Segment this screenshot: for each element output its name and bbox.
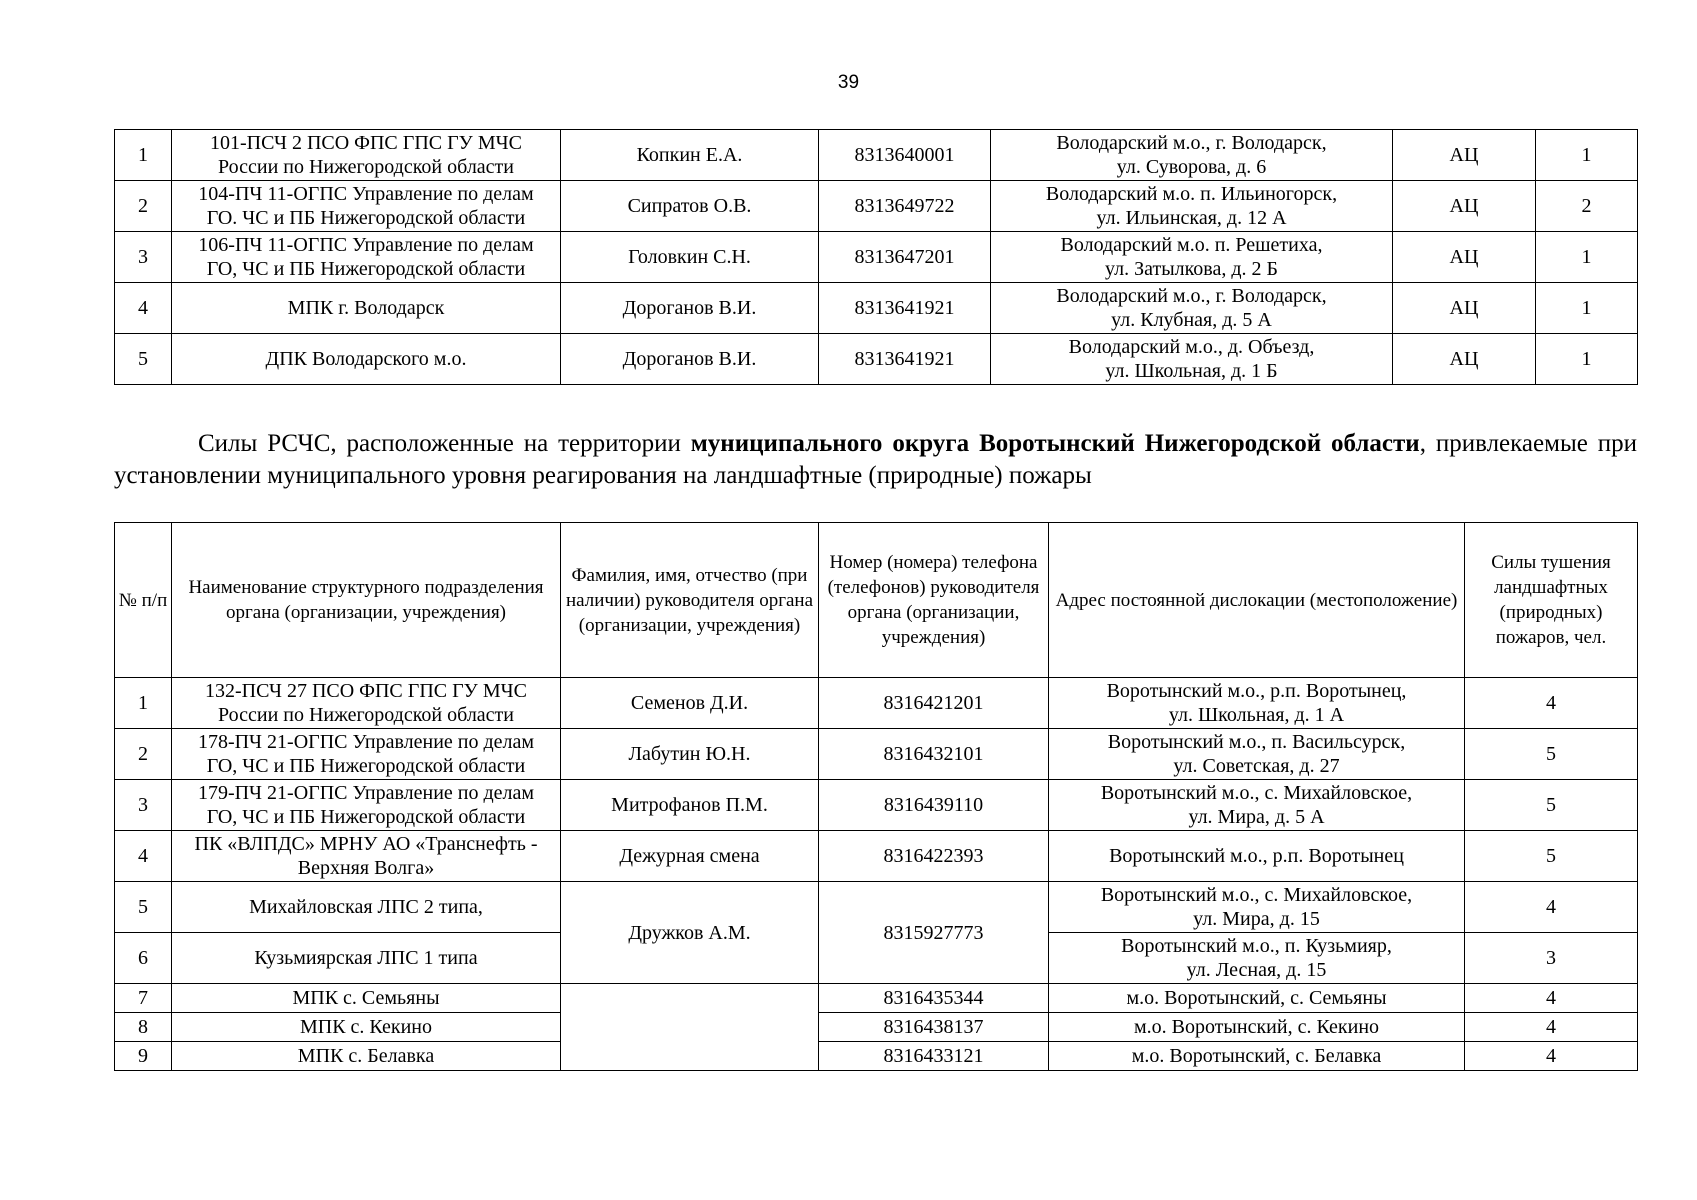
vehicle-type (1393, 232, 1536, 283)
address-line1: Володарский м.о., г. Володарск, (1056, 132, 1327, 154)
address-line1: м.о. Воротынский, с. Кекино (1133, 1016, 1380, 1038)
address-line2: ул. Ильинская, д. 12 А (1096, 207, 1287, 229)
intro-municipality: муниципального округа Воротынский Нижегородской области (690, 430, 1420, 457)
address-line1: Воротынский м.о., р.п. Воротынец, (1106, 680, 1407, 702)
vehicle-type (1393, 130, 1536, 181)
phone-number-line1: 8316439110 (883, 794, 984, 816)
row-number-line1: 4 (138, 297, 148, 319)
head-name-line1: Лабутин Ю.Н. (628, 743, 751, 765)
row-number-line1: 1 (138, 144, 148, 166)
org-name-line2: ГО, ЧС и ПБ Нижегородской области (206, 258, 526, 280)
head-name (561, 130, 819, 181)
vehicle-count-line1: 1 (1581, 144, 1592, 166)
phone-number (819, 882, 1049, 984)
org-name-line2: России по Нижегородской области (217, 156, 514, 178)
address (1049, 1042, 1465, 1071)
intro-text-end: , привлекаемые при установлении муниципального уровня реагирования на ландшафтные (природные) пожары (114, 430, 1637, 489)
vehicle-count (1536, 283, 1638, 334)
org-name (172, 283, 561, 334)
phone-number-line1: 8316422393 (883, 845, 984, 867)
address-line2: ул. Советская, д. 27 (1173, 755, 1340, 777)
table-row (115, 729, 1638, 780)
address-line1: Воротынский м.о., с. Михайловское, (1100, 782, 1413, 804)
org-name-line1: МПК с. Семьяны (292, 987, 440, 1009)
forces-count (1465, 1013, 1638, 1042)
row-number-line1: 3 (138, 794, 148, 816)
row-number (115, 984, 172, 1013)
phone-number-line1: 8313647201 (854, 246, 955, 268)
header-org: Наименование структурного подразделения органа (организации, учреждения) (172, 523, 561, 678)
vehicle-count-line1: 1 (1581, 297, 1592, 319)
org-name-line1: 106-ПЧ 11-ОГПС Управление по делам (198, 234, 534, 256)
head-name-line1: Сипратов О.В. (627, 195, 752, 217)
vehicle-count (1536, 181, 1638, 232)
row-number-line1: 5 (138, 896, 148, 918)
phone-number (819, 283, 991, 334)
org-name-line1: Кузьмиярская ЛПС 1 типа (254, 947, 478, 969)
address-line2: ул. Лесная, д. 15 (1186, 959, 1327, 981)
org-name-line1: МПК г. Володарск (287, 297, 445, 319)
table-row (115, 181, 1638, 232)
address (991, 130, 1393, 181)
phone-number-line1: 8316433121 (883, 1045, 984, 1067)
address (991, 283, 1393, 334)
head-name (561, 678, 819, 729)
address (1049, 882, 1465, 933)
volodarsky-forces-table (114, 129, 1638, 385)
row-number-line1: 8 (138, 1016, 148, 1038)
phone-number-line1: 8313641921 (854, 297, 955, 319)
org-name (172, 882, 561, 933)
org-name-line2: ГО, ЧС и ПБ Нижегородской области (206, 755, 526, 777)
phone-number-line1: 8316432101 (883, 743, 984, 765)
address (1049, 933, 1465, 984)
phone-number-line1: 8313649722 (854, 195, 955, 217)
org-name (172, 984, 561, 1013)
head-name-empty (561, 984, 819, 1071)
vehicle-type (1393, 334, 1536, 385)
row-number (115, 780, 172, 831)
forces-count (1465, 678, 1638, 729)
row-number (115, 933, 172, 984)
phone-number-line1: 8316421201 (883, 692, 984, 714)
row-number-line1: 2 (138, 743, 148, 765)
address-line1: Воротынский м.о., с. Михайловское, (1100, 884, 1413, 906)
vehicle-type-line1: АЦ (1449, 144, 1479, 166)
forces-count-line1: 5 (1546, 743, 1556, 765)
head-name-line1: Дружков А.М. (628, 921, 751, 944)
forces-count (1465, 882, 1638, 933)
address (1049, 729, 1465, 780)
phone-number (819, 729, 1049, 780)
address-line1: Воротынский м.о., п. Кузьмияр, (1121, 935, 1392, 957)
table-row (115, 334, 1638, 385)
org-name-line1: 178-ПЧ 21-ОГПС Управление по делам (197, 731, 535, 753)
table-row (115, 984, 1638, 1013)
head-name (561, 334, 819, 385)
row-number (115, 831, 172, 882)
address (991, 232, 1393, 283)
org-name (172, 678, 561, 729)
row-number-line1: 4 (138, 845, 148, 867)
head-name-line1: Митрофанов П.М. (611, 794, 768, 816)
row-number-line1: 6 (138, 947, 148, 969)
table-row (115, 130, 1638, 181)
vehicle-type-line1: АЦ (1449, 246, 1479, 268)
address-line1: м.о. Воротынский, с. Белавка (1131, 1045, 1382, 1067)
table-row (115, 283, 1638, 334)
address (991, 181, 1393, 232)
forces-count (1465, 933, 1638, 984)
phone-number (819, 334, 991, 385)
head-name (561, 831, 819, 882)
forces-count-line1: 5 (1546, 845, 1556, 867)
forces-count (1465, 780, 1638, 831)
address (1049, 678, 1465, 729)
head-name (561, 232, 819, 283)
table-row (115, 1042, 1638, 1071)
org-name-line2: ГО, ЧС и ПБ Нижегородской области (206, 806, 526, 828)
org-name-line1: 179-ПЧ 21-ОГПС Управление по делам (197, 782, 535, 804)
address-line1: Воротынский м.о., п. Васильсурск, (1107, 731, 1406, 753)
org-name-line1: 101-ПСЧ 2 ПСО ФПС ГПС ГУ МЧС (210, 132, 522, 154)
row-number-line1: 9 (138, 1045, 148, 1067)
row-number (115, 1042, 172, 1071)
row-number-line1: 1 (138, 692, 148, 714)
phone-number (819, 130, 991, 181)
head-name-line1: Головкин С.Н. (628, 246, 751, 268)
org-name (172, 1013, 561, 1042)
address (1049, 984, 1465, 1013)
head-name-line1: Дежурная смена (619, 845, 760, 867)
org-name (172, 130, 561, 181)
phone-number-line1: 8315927773 (883, 921, 984, 944)
forces-count (1465, 831, 1638, 882)
address-line1: Володарский м.о., д. Объезд, (1068, 336, 1315, 358)
vehicle-type-line1: АЦ (1449, 195, 1479, 217)
row-number (115, 729, 172, 780)
address-line1: Володарский м.о. п. Решетиха, (1060, 234, 1323, 256)
head-name-line1: Дороганов В.И. (622, 297, 757, 319)
vehicle-count-line1: 1 (1581, 348, 1592, 370)
org-name (172, 780, 561, 831)
row-number (115, 678, 172, 729)
head-name (561, 729, 819, 780)
phone-number (819, 678, 1049, 729)
header-forces: Силы тушения ландшафтных (природных) пожаров, чел. (1465, 523, 1638, 678)
address-line1: Воротынский м.о., р.п. Воротынец (1109, 845, 1404, 867)
phone-number (819, 831, 1049, 882)
vehicle-count (1536, 232, 1638, 283)
address-line2: ул. Затылкова, д. 2 Б (1104, 258, 1279, 280)
table-row (115, 831, 1638, 882)
org-name-line1: МПК с. Белавка (297, 1045, 435, 1067)
org-name (172, 334, 561, 385)
forces-count-line1: 4 (1546, 1016, 1556, 1038)
page-number: 39 (837, 72, 860, 93)
row-number-line1: 7 (138, 987, 148, 1009)
header-address: Адрес постоянной дислокации (местоположение) (1049, 523, 1465, 678)
org-name-line1: Михайловская ЛПС 2 типа, (249, 896, 483, 918)
org-name-line1: 104-ПЧ 11-ОГПС Управление по делам (198, 183, 534, 205)
org-name-line1: ДПК Володарского м.о. (265, 348, 467, 370)
vehicle-count-line1: 2 (1581, 195, 1592, 217)
address-line2: ул. Суворова, д. 6 (1116, 156, 1267, 178)
header-num: № п/п (115, 523, 172, 678)
head-name (561, 780, 819, 831)
address-line1: м.о. Воротынский, с. Семьяны (1126, 987, 1387, 1009)
address-line2: ул. Мира, д. 15 (1193, 908, 1320, 930)
org-name-line2: Верхняя Волга» (297, 857, 435, 879)
header-row (115, 523, 1638, 678)
address-line1: Володарский м.о. п. Ильиногорск, (1045, 183, 1338, 205)
org-name-line2: ГО. ЧС и ПБ Нижегородской области (206, 207, 526, 229)
org-name (172, 933, 561, 984)
address-line2: ул. Клубная, д. 5 А (1111, 309, 1272, 331)
vehicle-count (1536, 334, 1638, 385)
org-name (172, 181, 561, 232)
org-name (172, 232, 561, 283)
head-name (561, 181, 819, 232)
forces-count-line1: 5 (1546, 794, 1556, 816)
address (1049, 1013, 1465, 1042)
head-name-line1: Копкин Е.А. (636, 144, 743, 166)
vehicle-type (1393, 181, 1536, 232)
row-number-line1: 5 (138, 348, 148, 370)
row-number (115, 283, 172, 334)
forces-count-line1: 3 (1546, 947, 1556, 969)
head-name (561, 882, 819, 984)
table-row (115, 882, 1638, 933)
org-name (172, 831, 561, 882)
table-row (115, 780, 1638, 831)
row-number (115, 1013, 172, 1042)
row-number (115, 334, 172, 385)
table-row (115, 678, 1638, 729)
address-line1: Володарский м.о., г. Володарск, (1056, 285, 1327, 307)
header-phone: Номер (номера) телефона (телефонов) руководителя органа (организации, учреждения) (819, 523, 1049, 678)
phone-number-line1: 8316435344 (883, 987, 984, 1009)
address (991, 334, 1393, 385)
row-number (115, 181, 172, 232)
header-head: Фамилия, имя, отчество (при наличии) руководителя органа (организации, учреждения) (561, 523, 819, 678)
head-name-line1: Семенов Д.И. (630, 692, 749, 714)
forces-count-line1: 4 (1546, 1045, 1556, 1067)
phone-number (819, 984, 1049, 1013)
table-row (115, 1013, 1638, 1042)
vehicle-type (1393, 283, 1536, 334)
table-row (115, 232, 1638, 283)
forces-count-line1: 4 (1546, 896, 1556, 918)
address (1049, 831, 1465, 882)
forces-count (1465, 729, 1638, 780)
phone-number (819, 1042, 1049, 1071)
intro-text-start: Силы РСЧС, расположенные на территории (198, 430, 691, 457)
forces-count (1465, 984, 1638, 1013)
row-number-line1: 3 (138, 246, 148, 268)
address (1049, 780, 1465, 831)
org-name-line1: МПК с. Кекино (299, 1016, 433, 1038)
head-name (561, 283, 819, 334)
phone-number-line1: 8313640001 (854, 144, 955, 166)
row-number (115, 882, 172, 933)
org-name-line2: России по Нижегородской области (217, 704, 514, 726)
phone-number (819, 232, 991, 283)
forces-count-line1: 4 (1546, 692, 1556, 714)
vehicle-type-line1: АЦ (1449, 348, 1479, 370)
head-name-line1: Дороганов В.И. (622, 348, 757, 370)
org-name (172, 729, 561, 780)
phone-number (819, 1013, 1049, 1042)
forces-count-line1: 4 (1546, 987, 1556, 1009)
vehicle-type-line1: АЦ (1449, 297, 1479, 319)
phone-number-line1: 8313641921 (854, 348, 955, 370)
address-line2: ул. Школьная, д. 1 Б (1105, 360, 1278, 382)
row-number (115, 130, 172, 181)
phone-number (819, 780, 1049, 831)
address-line2: ул. Школьная, д. 1 А (1168, 704, 1345, 726)
section-intro (114, 428, 1637, 492)
vehicle-count (1536, 130, 1638, 181)
row-number-line1: 2 (138, 195, 148, 217)
vehicle-count-line1: 1 (1581, 246, 1592, 268)
org-name-line1: 132-ПСЧ 27 ПСО ФПС ГПС ГУ МЧС (205, 680, 527, 702)
vorotynsky-forces-table (114, 522, 1638, 1071)
row-number (115, 232, 172, 283)
address-line2: ул. Мира, д. 5 А (1188, 806, 1325, 828)
forces-count (1465, 1042, 1638, 1071)
org-name-line1: ПК «ВЛПДС» МРНУ АО «Транснефть - (194, 833, 538, 855)
org-name (172, 1042, 561, 1071)
phone-number (819, 181, 991, 232)
phone-number-line1: 8316438137 (883, 1016, 984, 1038)
